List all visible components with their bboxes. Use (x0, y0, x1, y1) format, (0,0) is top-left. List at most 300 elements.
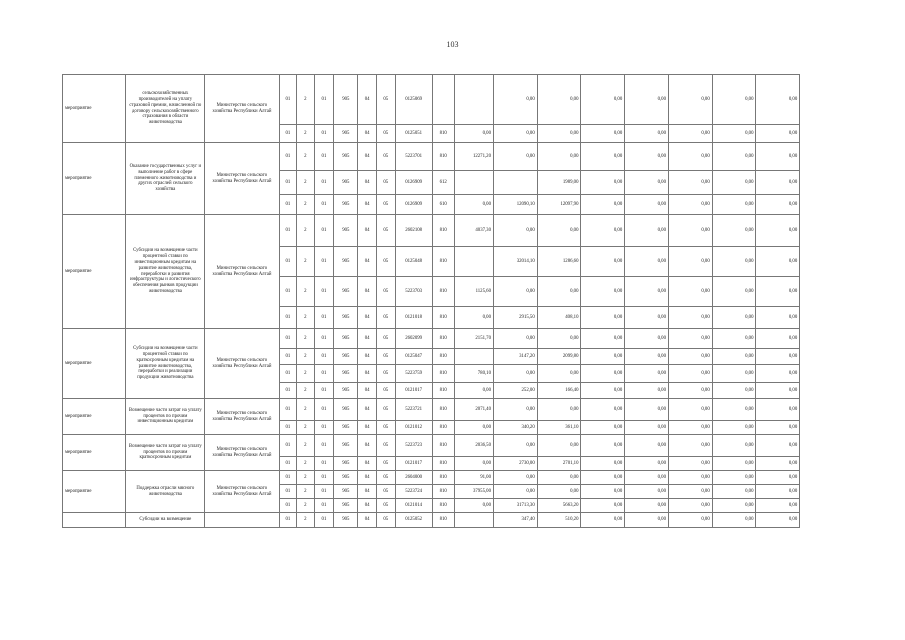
code-cell: 810 (432, 485, 454, 499)
amount-cell: 0,00 (581, 247, 625, 277)
amount-cell: 12271,20 (454, 143, 493, 171)
amount-cell: 0,00 (493, 485, 537, 499)
amount-cell: 0,00 (668, 171, 712, 195)
amount-cell: 0,00 (625, 421, 669, 435)
amount-cell: 0,00 (668, 215, 712, 247)
table-row (63, 471, 842, 485)
amount-cell: 4037,30 (454, 215, 493, 247)
amount-cell: 0,00 (581, 195, 625, 215)
row-type-cell: мероприятие (63, 435, 126, 471)
amount-cell: 0,00 (712, 75, 756, 125)
amount-cell: 0,00 (581, 435, 625, 457)
amount-cell: 0,00 (493, 471, 537, 485)
code-cell: 905 (334, 457, 358, 471)
code-cell: 04 (358, 435, 377, 457)
code-cell: 04 (358, 471, 377, 485)
amount-cell: 37955,00 (454, 485, 493, 499)
budget-table-container (62, 74, 842, 541)
code-cell: 04 (358, 499, 377, 513)
amount-cell: 0,00 (756, 143, 800, 171)
amount-cell: 0,00 (625, 171, 669, 195)
amount-cell: 0,00 (712, 365, 756, 383)
amount-cell: 0,00 (625, 349, 669, 365)
code-cell: 810 (432, 143, 454, 171)
code-cell: 2 (297, 457, 315, 471)
row-description-cell: Поддержка отрасли мясного животноводства (126, 471, 205, 513)
code-cell (432, 75, 454, 125)
amount-cell: 91,00 (454, 471, 493, 485)
amount-cell: 2701,10 (537, 457, 581, 471)
code-cell: 5223723 (395, 435, 432, 457)
amount-cell: 0,00 (756, 329, 800, 349)
amount-cell: 0,00 (712, 499, 756, 513)
code-cell: 04 (358, 215, 377, 247)
code-cell: 01 (314, 349, 334, 365)
code-cell: 2602099 (395, 329, 432, 349)
code-cell: 905 (334, 171, 358, 195)
code-cell: 2 (297, 277, 315, 307)
code-cell: 01 (314, 457, 334, 471)
code-cell: 01 (279, 125, 297, 143)
code-cell: 05 (376, 383, 395, 399)
amount-cell: 0,00 (581, 329, 625, 349)
code-cell: 0121012 (395, 421, 432, 435)
amount-cell: 0,00 (712, 399, 756, 421)
code-cell: 810 (432, 457, 454, 471)
table-body (63, 75, 842, 528)
code-cell: 810 (432, 247, 454, 277)
amount-cell: 0,00 (454, 421, 493, 435)
code-cell: 05 (376, 75, 395, 125)
amount-cell: 0,00 (581, 307, 625, 329)
amount-cell: 1125,60 (454, 277, 493, 307)
amount-cell: 0,00 (712, 125, 756, 143)
amount-cell: 361,10 (537, 421, 581, 435)
code-cell: 01 (314, 383, 334, 399)
code-cell: 01 (279, 499, 297, 513)
row-description-cell: Субсидии на возмещение (126, 513, 205, 528)
amount-cell: 0,00 (668, 513, 712, 528)
amount-cell: 0,00 (581, 143, 625, 171)
code-cell: 04 (358, 125, 377, 143)
amount-cell: 0,00 (712, 307, 756, 329)
code-cell: 04 (358, 383, 377, 399)
code-cell: 810 (432, 421, 454, 435)
amount-cell: 0,00 (668, 457, 712, 471)
code-cell: 01 (314, 499, 334, 513)
amount-cell: 0,00 (712, 513, 756, 528)
code-cell: 04 (358, 349, 377, 365)
amount-cell: 252,00 (493, 383, 537, 399)
row-type-cell: мероприятие (63, 471, 126, 513)
amount-cell: 0,00 (454, 195, 493, 215)
code-cell: 04 (358, 329, 377, 349)
code-cell: 905 (334, 195, 358, 215)
amount-cell: 0,00 (581, 215, 625, 247)
amount-cell: 1286,60 (537, 247, 581, 277)
row-type-cell: мероприятие (63, 399, 126, 435)
amount-cell: 0,00 (712, 171, 756, 195)
amount-cell: 0,00 (625, 499, 669, 513)
code-cell: 01 (314, 471, 334, 485)
amount-cell: 0,00 (581, 75, 625, 125)
code-cell: 04 (358, 277, 377, 307)
code-cell: 01 (279, 329, 297, 349)
amount-cell: 12097,90 (537, 195, 581, 215)
code-cell: 2 (297, 171, 315, 195)
code-cell: 2 (297, 195, 315, 215)
code-cell: 01 (279, 75, 297, 125)
code-cell: 01 (279, 471, 297, 485)
amount-cell: 0,00 (668, 471, 712, 485)
table-row (63, 143, 842, 171)
amount-cell: 0,00 (537, 365, 581, 383)
code-cell: 5223721 (395, 399, 432, 421)
amount-cell: 0,00 (756, 75, 800, 125)
amount-cell: 0,00 (668, 329, 712, 349)
amount-cell: 0,00 (668, 349, 712, 365)
code-cell: 810 (432, 399, 454, 421)
amount-cell: 0,00 (756, 421, 800, 435)
amount-cell: 0,00 (493, 365, 537, 383)
code-cell: 905 (334, 329, 358, 349)
amount-cell: 0,00 (581, 277, 625, 307)
row-description-cell: Субсидии на возмещение части процентной ставки по краткосрочным кредитам на развитие животноводства, переработки и реализации продукции животноводства (126, 329, 205, 399)
table-row (63, 399, 842, 421)
amount-cell: 0,00 (625, 457, 669, 471)
code-cell: 01 (314, 143, 334, 171)
amount-cell: 0,00 (712, 215, 756, 247)
code-cell: 04 (358, 171, 377, 195)
code-cell: 05 (376, 399, 395, 421)
amount-cell: 0,00 (668, 247, 712, 277)
code-cell: 01 (314, 171, 334, 195)
code-cell: 810 (432, 277, 454, 307)
row-description-cell: Субсидии на возмещение части процентной ставки по инвестиционным кредитам на развитие животноводства, переработки и развития инфраструктуры и логистического обеспечения рынков продукции животноводства (126, 215, 205, 329)
amount-cell: 0,00 (581, 499, 625, 513)
amount-cell: 0,00 (668, 435, 712, 457)
code-cell: 05 (376, 513, 395, 528)
amount-cell: 0,00 (668, 399, 712, 421)
code-cell: 01 (314, 399, 334, 421)
amount-cell: 12090,10 (493, 195, 537, 215)
code-cell: 2 (297, 383, 315, 399)
code-cell: 2 (297, 75, 315, 125)
amount-cell: 347,40 (493, 513, 537, 528)
amount-cell: 0,00 (625, 215, 669, 247)
amount-cell: 0,00 (625, 195, 669, 215)
table-row (63, 75, 842, 125)
amount-cell: 0,00 (756, 125, 800, 143)
code-cell: 5223724 (395, 485, 432, 499)
row-type-cell (63, 513, 126, 528)
amount-cell: 0,00 (668, 75, 712, 125)
code-cell: 01 (314, 421, 334, 435)
code-cell: 05 (376, 247, 395, 277)
code-cell: 04 (358, 365, 377, 383)
code-cell: 04 (358, 247, 377, 277)
code-cell: 905 (334, 383, 358, 399)
code-cell: 01 (279, 435, 297, 457)
code-cell: 04 (358, 457, 377, 471)
amount-cell: 0,00 (756, 171, 800, 195)
amount-cell: 0,00 (756, 485, 800, 499)
code-cell: 2 (297, 215, 315, 247)
code-cell: 2 (297, 125, 315, 143)
code-cell: 05 (376, 277, 395, 307)
code-cell: 0125048 (395, 247, 432, 277)
amount-cell: 0,00 (756, 277, 800, 307)
amount-cell: 0,00 (625, 485, 669, 499)
amount-cell: 0,00 (537, 399, 581, 421)
amount-cell: 0,00 (756, 349, 800, 365)
amount-cell: 0,00 (668, 421, 712, 435)
amount-cell: 2099,80 (537, 349, 581, 365)
amount-cell: 408,10 (537, 307, 581, 329)
code-cell: 01 (314, 365, 334, 383)
code-cell: 01 (279, 143, 297, 171)
row-organization-cell: Министерство сельского хозяйства Республики Алтай (205, 399, 279, 435)
amount-cell: 0,00 (625, 125, 669, 143)
code-cell: 810 (432, 215, 454, 247)
amount-cell: 3147,20 (493, 349, 537, 365)
amount-cell: 0,00 (712, 349, 756, 365)
amount-cell: 0,00 (493, 435, 537, 457)
amount-cell (454, 171, 493, 195)
amount-cell: 5663,20 (537, 499, 581, 513)
code-cell: 05 (376, 421, 395, 435)
code-cell: 01 (314, 215, 334, 247)
table-row (63, 513, 842, 528)
code-cell: 01 (279, 421, 297, 435)
table-row (63, 329, 842, 349)
code-cell: 2 (297, 143, 315, 171)
code-cell: 01 (314, 195, 334, 215)
code-cell: 2 (297, 349, 315, 365)
code-cell: 01 (314, 125, 334, 143)
amount-cell: 0,00 (756, 513, 800, 528)
amount-cell: 340,20 (493, 421, 537, 435)
amount-cell: 0,00 (668, 365, 712, 383)
amount-cell (454, 247, 493, 277)
code-cell: 04 (358, 143, 377, 171)
amount-cell: 31713,30 (493, 499, 537, 513)
code-cell: 01 (314, 485, 334, 499)
amount-cell: 0,00 (537, 485, 581, 499)
code-cell: 810 (432, 125, 454, 143)
code-cell: 0125052 (395, 513, 432, 528)
code-cell: 2602108 (395, 215, 432, 247)
code-cell: 01 (314, 75, 334, 125)
row-organization-cell: Министерство сельского хозяйства Республики Алтай (205, 329, 279, 399)
amount-cell: 2151,70 (454, 329, 493, 349)
code-cell: 5223759 (395, 365, 432, 383)
amount-cell: 0,00 (668, 499, 712, 513)
amount-cell: 0,00 (668, 307, 712, 329)
amount-cell: 0,00 (712, 329, 756, 349)
code-cell: 2 (297, 307, 315, 329)
amount-cell: 166,40 (537, 383, 581, 399)
amount-cell: 0,00 (712, 435, 756, 457)
amount-cell: 0,00 (493, 215, 537, 247)
amount-cell: 0,00 (625, 329, 669, 349)
amount-cell: 0,00 (625, 247, 669, 277)
code-cell: 810 (432, 383, 454, 399)
row-organization-cell: Министерство сельского хозяйства Республики Алтай (205, 75, 279, 143)
amount-cell: 0,00 (493, 329, 537, 349)
amount-cell: 0,00 (625, 277, 669, 307)
code-cell: 01 (279, 215, 297, 247)
code-cell: 2 (297, 365, 315, 383)
amount-cell: 0,00 (712, 143, 756, 171)
code-cell: 01 (279, 247, 297, 277)
amount-cell: 0,00 (581, 365, 625, 383)
code-cell: 905 (334, 499, 358, 513)
code-cell: 04 (358, 513, 377, 528)
amount-cell: 0,00 (581, 457, 625, 471)
code-cell: 810 (432, 513, 454, 528)
code-cell: 01 (279, 307, 297, 329)
code-cell: 0121014 (395, 499, 432, 513)
amount-cell: 0,00 (537, 329, 581, 349)
code-cell: 01 (279, 513, 297, 528)
amount-cell (454, 75, 493, 125)
code-cell: 0125069 (395, 75, 432, 125)
amount-cell: 0,00 (756, 383, 800, 399)
amount-cell: 2036,50 (454, 435, 493, 457)
code-cell: 905 (334, 215, 358, 247)
code-cell: 810 (432, 471, 454, 485)
amount-cell: 2071,40 (454, 399, 493, 421)
amount-cell: 0,00 (668, 125, 712, 143)
code-cell: 2 (297, 399, 315, 421)
amount-cell: 0,00 (756, 195, 800, 215)
row-organization-cell: Министерство сельского хозяйства Республики Алтай (205, 435, 279, 471)
amount-cell: 0,00 (712, 457, 756, 471)
code-cell: 905 (334, 421, 358, 435)
code-cell: 04 (358, 485, 377, 499)
amount-cell: 0,00 (581, 399, 625, 421)
code-cell: 05 (376, 365, 395, 383)
amount-cell: 0,00 (581, 485, 625, 499)
code-cell: 01 (314, 329, 334, 349)
code-cell: 04 (358, 421, 377, 435)
row-description-cell: Возмещение части затрат на уплату процентов по прочим инвестиционным кредитам (126, 399, 205, 435)
code-cell: 810 (432, 329, 454, 349)
code-cell: 905 (334, 125, 358, 143)
code-cell: 01 (314, 435, 334, 457)
amount-cell: 0,00 (756, 307, 800, 329)
amount-cell: 0,00 (668, 195, 712, 215)
code-cell: 905 (334, 75, 358, 125)
table-row (63, 215, 842, 247)
code-cell: 01 (279, 171, 297, 195)
amount-cell: 0,00 (454, 307, 493, 329)
row-type-cell: мероприятие (63, 75, 126, 143)
amount-cell: 0,00 (537, 143, 581, 171)
amount-cell: 1989,00 (537, 171, 581, 195)
row-type-cell: мероприятие (63, 143, 126, 215)
amount-cell: 0,00 (712, 471, 756, 485)
code-cell: 612 (432, 171, 454, 195)
code-cell: 0126909 (395, 195, 432, 215)
code-cell: 2 (297, 485, 315, 499)
amount-cell: 0,00 (712, 383, 756, 399)
amount-cell: 0,00 (625, 365, 669, 383)
code-cell: 05 (376, 143, 395, 171)
amount-cell: 0,00 (668, 277, 712, 307)
amount-cell: 0,00 (454, 125, 493, 143)
code-cell: 5223703 (395, 277, 432, 307)
code-cell: 05 (376, 471, 395, 485)
amount-cell: 0,00 (581, 125, 625, 143)
amount-cell: 0,00 (625, 513, 669, 528)
row-organization-cell: Министерство сельского хозяйства Республики Алтай (205, 143, 279, 215)
amount-cell: 0,00 (712, 195, 756, 215)
amount-cell: 0,00 (581, 421, 625, 435)
code-cell: 01 (314, 277, 334, 307)
amount-cell: 2915,50 (493, 307, 537, 329)
code-cell: 905 (334, 143, 358, 171)
code-cell: 610 (432, 195, 454, 215)
budget-table (62, 74, 842, 528)
amount-cell: 0,00 (668, 143, 712, 171)
row-description-cell: Оказание государственных услуг и выполнение работ в сфере племенного животноводства и других отраслей сельского хозяйства (126, 143, 205, 215)
amount-cell: 0,00 (454, 383, 493, 399)
amount-cell: 0,00 (581, 471, 625, 485)
code-cell: 810 (432, 365, 454, 383)
amount-cell: 0,00 (537, 125, 581, 143)
code-cell: 01 (279, 457, 297, 471)
code-cell: 01 (279, 383, 297, 399)
row-type-cell: мероприятие (63, 329, 126, 399)
amount-cell: 0,00 (625, 143, 669, 171)
amount-cell: 0,00 (756, 457, 800, 471)
amount-cell: 0,00 (625, 471, 669, 485)
amount-cell: 0,00 (454, 499, 493, 513)
code-cell: 905 (334, 365, 358, 383)
amount-cell: 0,00 (668, 485, 712, 499)
amount-cell: 0,00 (625, 383, 669, 399)
code-cell: 0125047 (395, 349, 432, 365)
code-cell: 905 (334, 277, 358, 307)
code-cell: 0121018 (395, 307, 432, 329)
amount-cell: 0,00 (581, 383, 625, 399)
code-cell: 2 (297, 247, 315, 277)
amount-cell: 0,00 (581, 171, 625, 195)
amount-cell: 0,00 (756, 247, 800, 277)
code-cell: 905 (334, 247, 358, 277)
code-cell: 905 (334, 471, 358, 485)
code-cell: 0125051 (395, 125, 432, 143)
amount-cell: 2730,00 (493, 457, 537, 471)
table-row (63, 435, 842, 457)
amount-cell: 0,00 (454, 457, 493, 471)
row-description-cell: сельскохозяйственных производителей на уплату страховой премии, начисленной по договору сельскохозяйственного страхования в области животноводства (126, 75, 205, 143)
amount-cell (454, 349, 493, 365)
code-cell: 2604000 (395, 471, 432, 485)
amount-cell: 0,00 (668, 383, 712, 399)
code-cell: 05 (376, 171, 395, 195)
code-cell: 01 (314, 513, 334, 528)
amount-cell: 0,00 (712, 485, 756, 499)
code-cell: 810 (432, 499, 454, 513)
row-organization-cell (205, 513, 279, 528)
code-cell: 01 (314, 247, 334, 277)
code-cell: 05 (376, 435, 395, 457)
code-cell: 05 (376, 329, 395, 349)
amount-cell (454, 513, 493, 528)
